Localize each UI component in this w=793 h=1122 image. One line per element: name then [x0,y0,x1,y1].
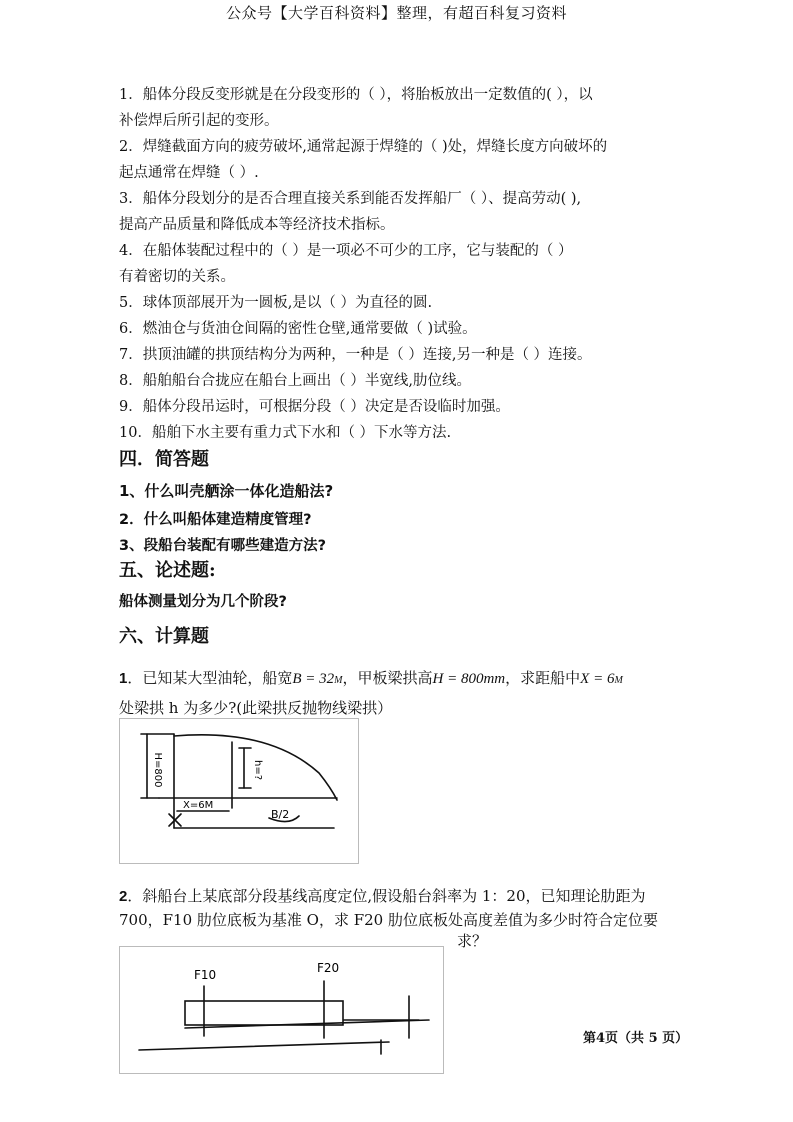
camber-sketch [119,718,359,864]
camber-figure [119,718,359,864]
blank-q2-line1: 2．焊缝截面方向的疲劳破坏,通常起源于焊缝的（ )处，焊缝长度方向破坏的 [119,139,608,155]
blank-q4-line1: 4．在船体装配过程中的（ ）是一项必不可少的工序，它与装配的（ ） [119,243,573,259]
short-answer-q3: 3、段船台装配有哪些建造方法? [119,538,326,554]
blank-q4-line2: 有着密切的关系。 [119,269,235,285]
calc-q2-line3: 求？ [457,932,488,950]
calc-q2-line1: 2．斜船台上某底部分段基线高度定位,假设船台斜率为 1：20，已知理论肋距为 [119,887,646,905]
section4-title: 四．简答题 [119,449,209,470]
blank-q3-line1: 3．船体分段划分的是否合理直接关系到能否发挥船厂（ ）、提高劳动( ), [119,191,582,207]
essay-question: 船体测量划分为几个阶段? [119,594,287,610]
page-footer: 第4页（共 5 页） [583,1031,689,1046]
fig2-label-f10: F10 [194,968,217,982]
calc-q2-line2: 700，F10 肋位底板为基准 O，求 F20 肋位底板处高度差值为多少时符合定位要 [119,911,658,929]
fig1-label-h: h=? [252,759,263,781]
blank-q5: 5．球体顶部展开为一圆板,是以（ ）为直径的圆. [119,295,433,311]
slipway-figure [119,946,444,1074]
fig1-label-H: H=800 [152,752,163,788]
calc-q1-line1: 1．已知某大型油轮，船宽B = 32M，甲板梁拱高H = 800mm，求距船中X = 6M [119,669,623,687]
blank-q10: 10．船舶下水主要有重力式下水和（ ）下水等方法. [119,425,452,441]
blank-q6: 6．燃油仓与货油仓间隔的密性仓壁,通常要做（ )试验。 [119,321,477,337]
calc-q1-line2: 处梁拱 h 为多少?(此梁拱反抛物线梁拱） [119,699,393,717]
blank-q9: 9．船体分段吊运时，可根据分段（ ）决定是否设临时加强。 [119,399,510,415]
section5-title: 五、论述题: [119,560,216,581]
blank-q3-line2: 提高产品质量和降低成本等经济技术指标。 [119,217,395,233]
blank-q1-line1: 1．船体分段反变形就是在分段变形的（ ），将胎板放出一定数值的( ），以 [119,87,593,103]
calc-q2-number: 2 [119,888,128,905]
slipway-sketch [119,946,444,1074]
blank-q1-line2: 补偿焊后所引起的变形。 [119,113,279,129]
fig2-label-f20: F20 [317,961,340,975]
short-answer-q2: 2．什么叫船体建造精度管理? [119,512,312,528]
short-answer-q1: 1、什么叫壳舾涂一体化造船法? [119,482,334,500]
fig1-label-B: B/2 [271,808,290,821]
page-header: 公众号【大学百科资料】整理，有超百科复习资料 [225,4,567,22]
blank-q8: 8．船舶船台合拢应在船台上画出（ ）半宽线,肋位线。 [119,373,471,389]
section6-title: 六、计算题 [119,626,209,647]
blank-q2-line2: 起点通常在焊缝（ ）. [119,165,259,181]
blank-q7: 7．拱顶油罐的拱顶结构分为两种，一种是（ ）连接,另一种是（ ）连接。 [119,347,592,363]
fig1-label-X: X=6M [183,800,214,811]
calc-q1-number: 1 [119,670,128,687]
